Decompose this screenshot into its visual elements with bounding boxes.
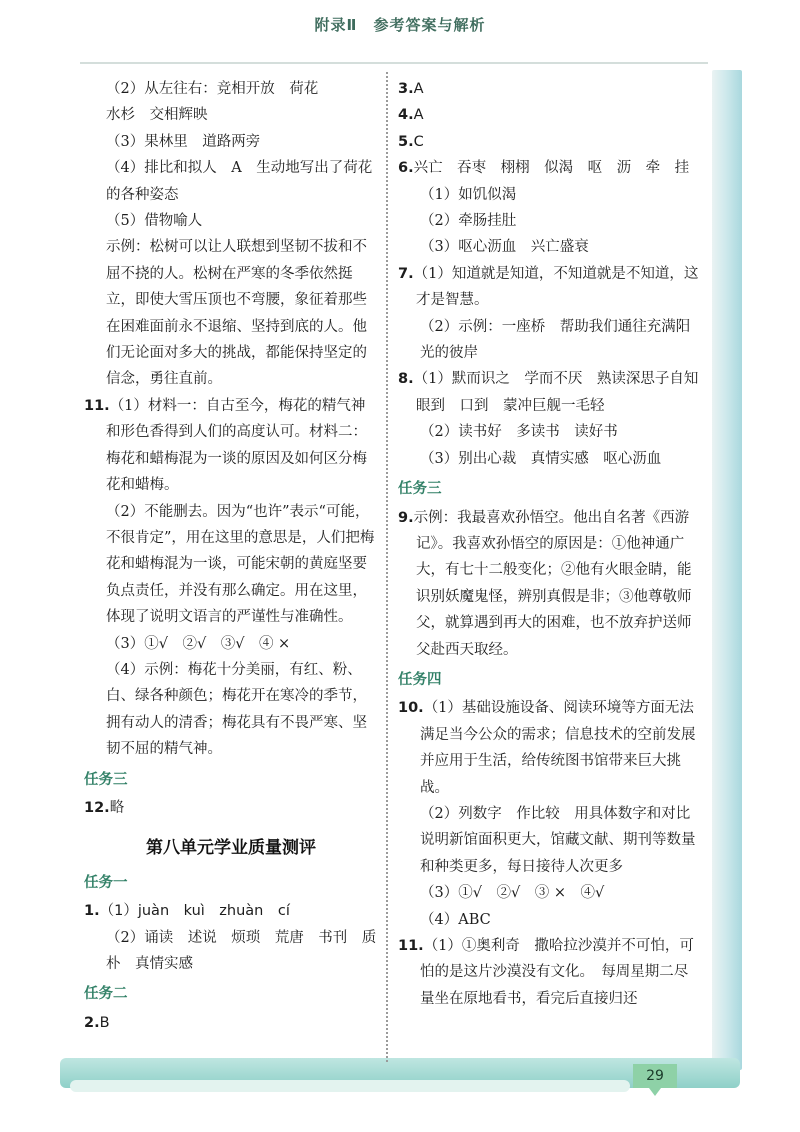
- running-header: [0, 14, 800, 35]
- question-number: 11.: [398, 938, 424, 954]
- task-heading: 任务四: [398, 671, 442, 688]
- answer-line: （2）从左往右：竞相开放 荷花: [106, 81, 319, 97]
- example-paragraph: 示例：松树可以让人联想到坚韧不拔和不屈不挠的人。松树在严寒的冬季依然挺立，即使大雪压顶也不弯腰，象征着那些在困难面前永不退缩、坚持到底的人。他们无论面对多大的挑战，都能保持坚定的信念，勇往直前。: [106, 239, 367, 388]
- answer-line: （3）呕心沥血 兴亡盛衰: [420, 239, 589, 256]
- question-7: [398, 261, 702, 314]
- answer-text: 略: [109, 799, 125, 816]
- question-number: 3.: [398, 81, 414, 97]
- answer-line: （4）ABC: [420, 911, 491, 928]
- answer-line: （3）①√ ②√ ③√ ④ ×: [106, 635, 291, 652]
- answer-line: （4）示例：梅花十分美丽，有红、粉、白、绿各种颜色；梅花开在寒冷的季节，拥有动人的清香；梅花具有不畏严寒、坚韧不屈的精气神。: [106, 661, 367, 758]
- answer-line: （2）读书好 多读书 读好书: [420, 424, 618, 441]
- column-divider: [386, 72, 388, 1062]
- question-12: [84, 795, 378, 821]
- answer-line: （4）排比和拟人 A 生动地写出了荷花的各种姿态: [106, 160, 373, 203]
- answer-line: （3）①√ ②√ ③ × ④√: [420, 885, 605, 902]
- answer-text: 示例：我最喜欢孙悟空。他出自名著《西游记》。我喜欢孙悟空的原因是：①他神通广大，有七十二般变化；②他有火眼金睛，能识别妖魔鬼怪，辨别真假是非；③他尊敬师父，就算遇到再大的困难，也不放弃护送师父赴西天取经。: [413, 509, 692, 658]
- answer-line: 水杉 交相辉映: [106, 107, 208, 124]
- question-number: 4.: [398, 107, 414, 124]
- answer-text: 兴亡 吞枣 栩栩 似渴 呕 沥 牵 挂: [413, 160, 690, 177]
- answer-text: A: [413, 107, 424, 124]
- question-number: 5.: [398, 133, 414, 150]
- question-number: 1.: [84, 903, 100, 920]
- left-column: [84, 76, 378, 1060]
- header-rule: [80, 62, 708, 64]
- question-11: [84, 393, 378, 499]
- answer-line: （2）列数字 作比较 用具体数字和对比说明新馆面积更大，馆藏文献、期刊等数量和种类更多，每日接待人次更多: [420, 805, 696, 875]
- answer-text: B: [99, 1014, 110, 1031]
- answer-text: （1）知道就是知道，不知道就是不知道，这才是智慧。: [413, 265, 699, 309]
- question-3: [398, 76, 702, 102]
- task-heading: 任务三: [84, 771, 128, 788]
- section-title: 第八单元学业质量测评: [146, 838, 316, 859]
- page-edge-decoration: [712, 70, 742, 1070]
- answer-line: （2）诵读 述说 烦琐 荒唐 书刊 质朴 真情实感: [106, 929, 377, 972]
- answer-text: A: [413, 81, 424, 97]
- question-number: 7.: [398, 265, 414, 282]
- question-2: [84, 1010, 378, 1036]
- question-number: 6.: [398, 160, 414, 177]
- answer-line: （2）示例：一座桥 帮助我们通往充满阳光的彼岸: [420, 318, 691, 362]
- question-number: 12.: [84, 799, 110, 816]
- question-1: [84, 898, 378, 924]
- question-number: 11.: [84, 397, 110, 414]
- question-9: [398, 505, 702, 663]
- question-8: [398, 366, 713, 419]
- answer-line: （5）借物喻人: [106, 213, 203, 230]
- answer-line: （2）牵肠挂肚: [420, 213, 517, 230]
- answer-text: C: [413, 133, 424, 150]
- task-heading: 任务一: [84, 874, 128, 891]
- answer-text: （1）基础设施设备、阅读环境等方面无法满足当今公众的需求；信息技术的空前发展并应用于生活，给传统图书馆带来巨大挑战。: [420, 700, 696, 796]
- question-11: [398, 933, 702, 1012]
- question-number: 10.: [398, 700, 424, 717]
- question-4: [398, 102, 702, 128]
- answer-text: （1）材料一：自古至今，梅花的精气神和形色香得到人们的高度认可。材料二：梅花和蜡梅混为一谈的原因及如何区分梅花和蜡梅。: [106, 397, 367, 494]
- pinyin-answer: （1）juàn kuì zhuàn cí: [99, 903, 290, 920]
- task-heading: 任务二: [84, 986, 128, 1003]
- page-number: 29: [633, 1064, 677, 1088]
- answer-line: （1）如饥似渴: [420, 186, 517, 203]
- appendix-label: 附录Ⅱ: [314, 16, 358, 34]
- question-5: [398, 129, 702, 155]
- answer-text: （1）默而识之 学而不厌 熟读深思子自知 眼到 口到 蒙冲巨舰一毛轻: [413, 371, 713, 414]
- right-column: [398, 76, 713, 1060]
- question-number: 9.: [398, 509, 414, 526]
- question-number: 2.: [84, 1014, 100, 1031]
- question-6: [398, 155, 702, 181]
- answer-text: （1）①奥利奇 撒哈拉沙漠并不可怕，可怕的是这片沙漠没有文化。 每周星期二尽量坐在原地看书，看完后直接归还: [420, 938, 694, 1007]
- bottom-decoration-band-light: [70, 1080, 630, 1092]
- header-title: 参考答案与解析: [373, 16, 486, 34]
- task-heading: 任务三: [398, 481, 442, 498]
- question-10: [398, 695, 702, 801]
- answer-line: （3）果林里 道路两旁: [106, 133, 261, 150]
- question-number: 8.: [398, 371, 414, 388]
- answer-line: （2）不能删去。因为“也许”表示“可能，不很肯定”，用在这里的意思是，人们把梅花和蜡梅混为一谈，可能宋朝的黄庭坚要负点责任，并没有那么确定。用在这里，体现了说明文语言的严谨性与准确性。: [106, 503, 375, 626]
- answer-line: （3）别出心裁 真情实感 呕心沥血: [420, 450, 662, 467]
